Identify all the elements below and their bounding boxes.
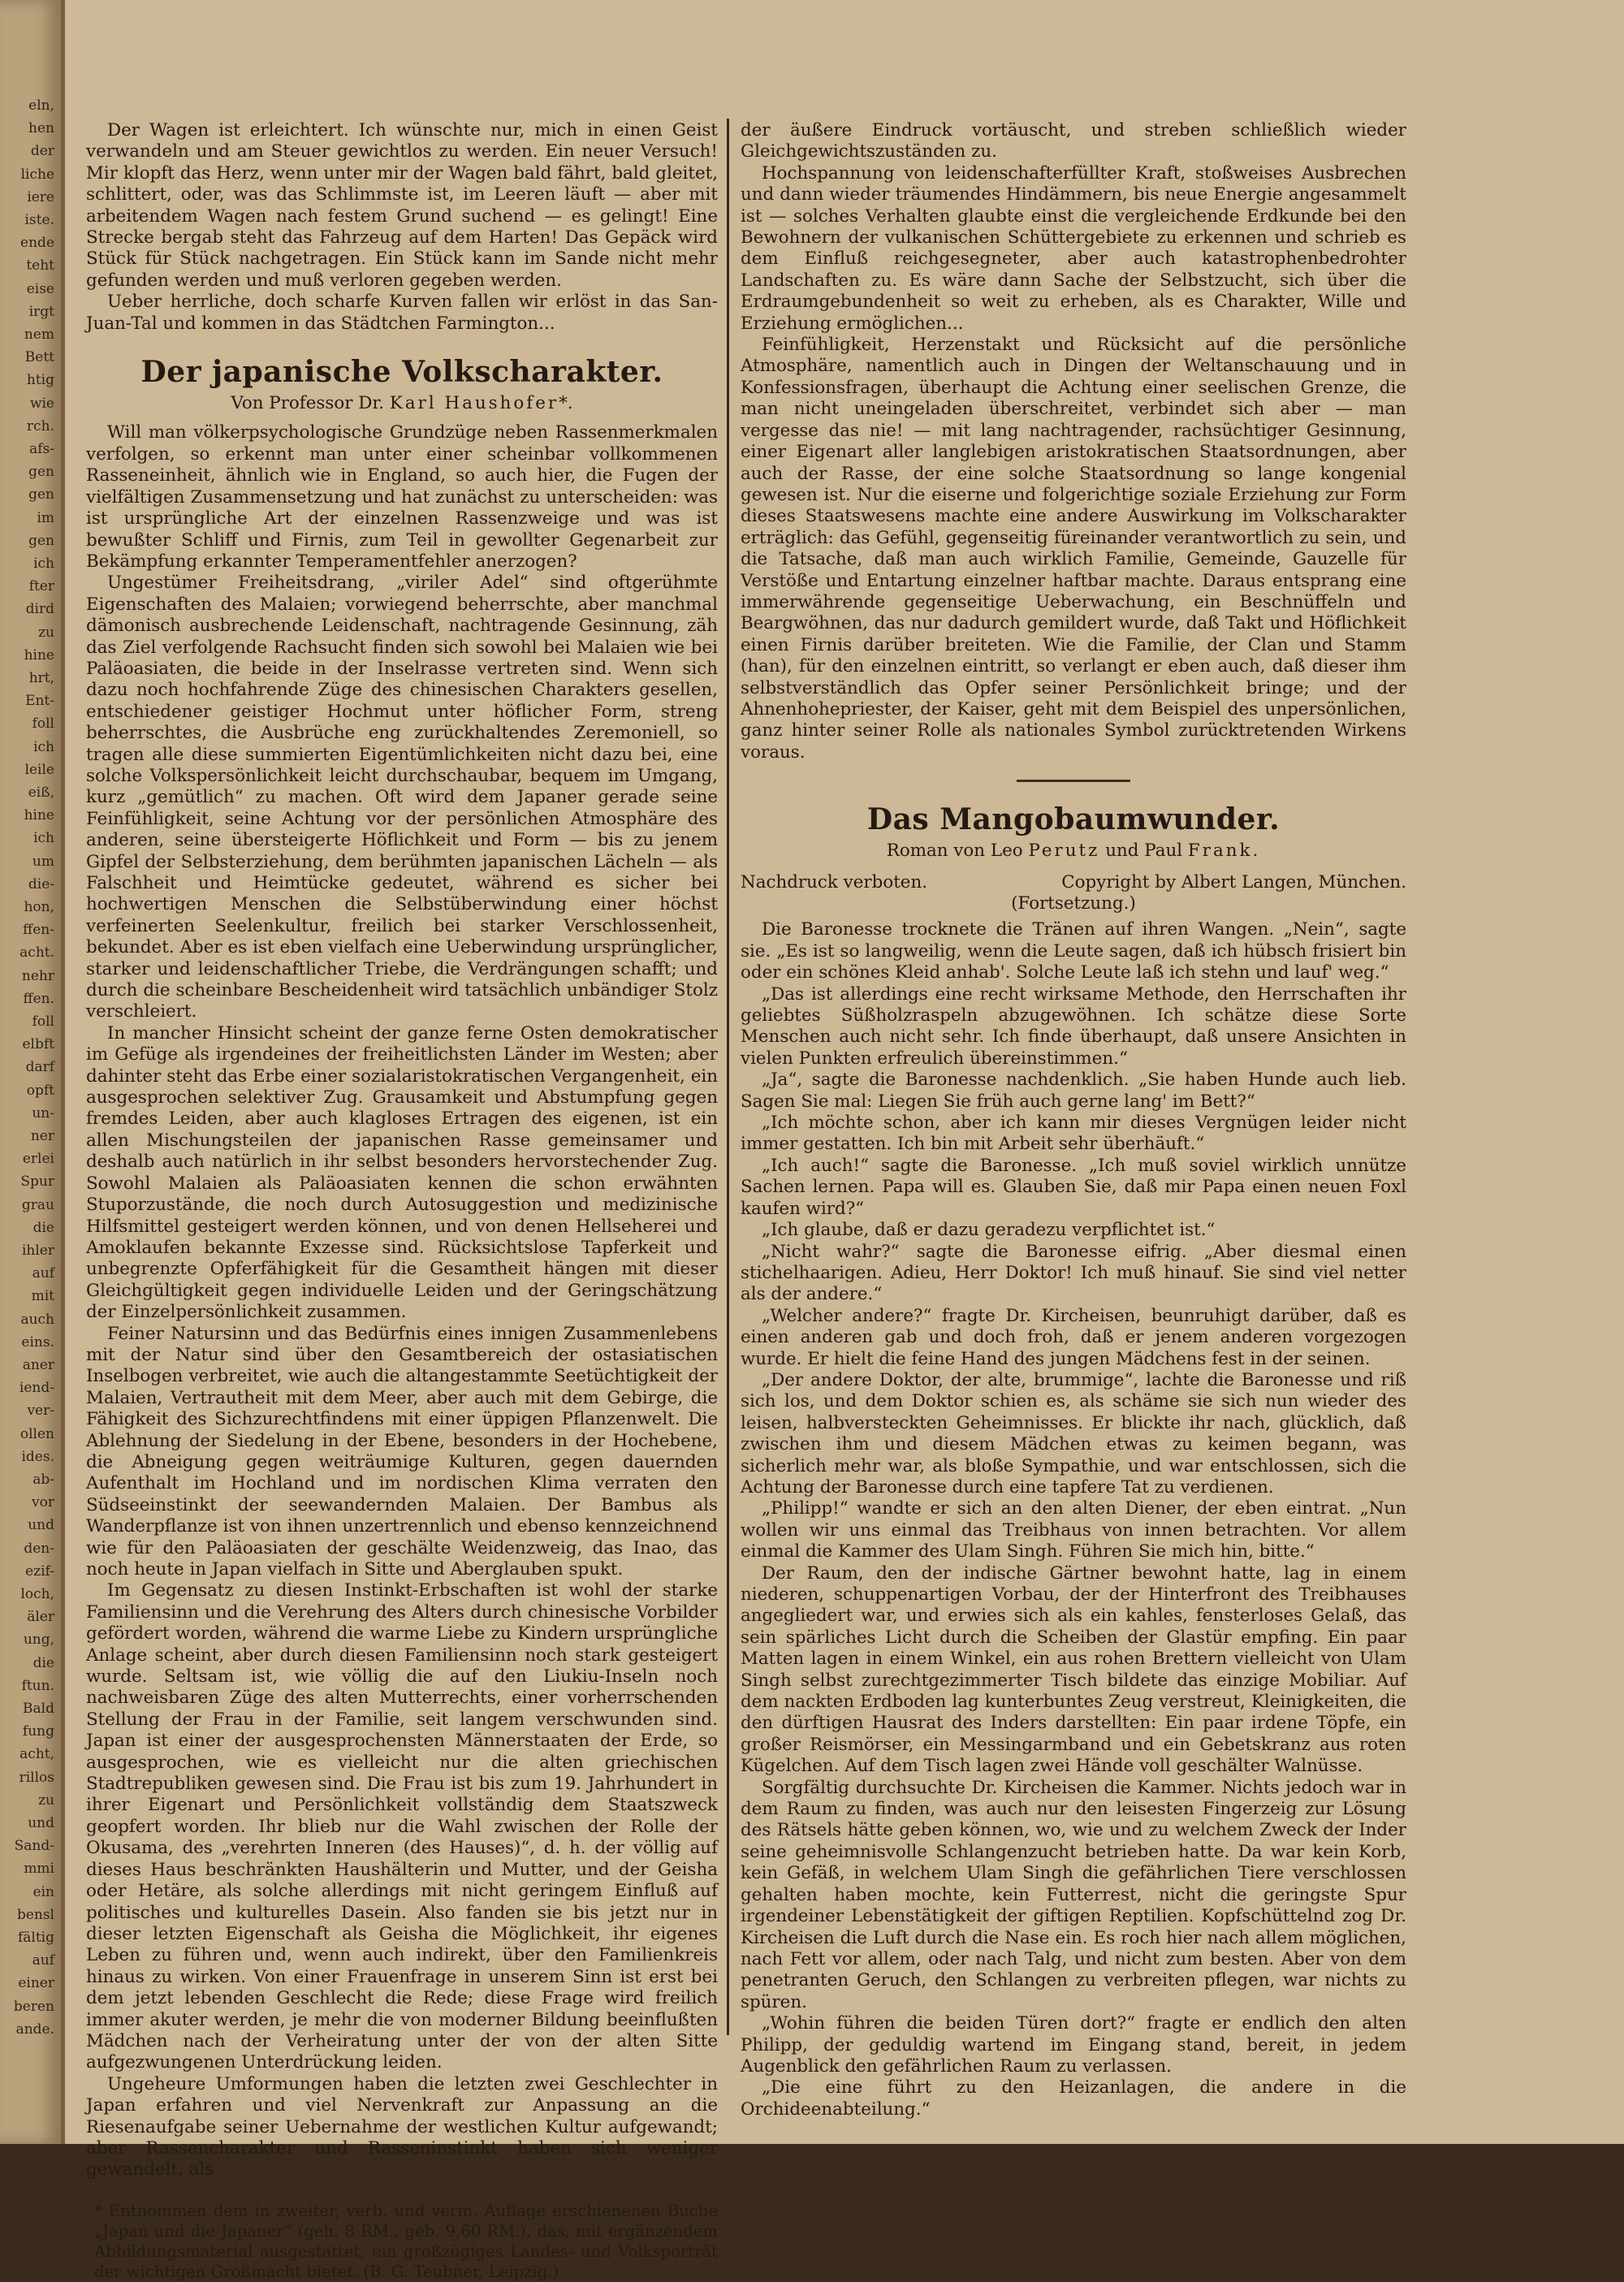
article-title-japanese-character: Der japanische Volkscharakter. — [140, 355, 663, 390]
binding-fragment: ein — [32, 1883, 54, 1900]
paragraph: Hochspannung von leidenschafterfüllter Kraft, stoßweises Ausbrechen und dann wieder träumendes Hindämmern, bis neue Energie angesammelt ist — solches Verhalten glaubte einst die vergleichende Erdkunde bei den Bewohnern der vulkanischen Schüttergebiete zu erkennen und schrieb es dem Einfluß reichgesegneter, aber auch katastrophenbedrohter Landschaften zu. Es wäre dann Sache der Selbstzucht, sich über die Erdraumgebundenheit so weit zu erheben, als es Charakter, Wille und Erziehung ermöglichen... — [741, 162, 1406, 334]
paragraph: Ungeheure Umformungen haben die letzten zwei Geschlechter in Japan erfahren und viel Nervenkraft zur Anpassung an die Riesenaufgabe seiner Uebernahme der westlichen Kultur aufgewandt; aber Rassencharakter und Rasseninstinkt haben sich weniger gewandelt, als — [86, 2073, 718, 2180]
novel-title-mangobaumwunder: Das Mangobaumwunder. — [866, 802, 1281, 837]
travel-article-ending — [86, 120, 718, 335]
novel-author-frank: Frank. — [1187, 841, 1261, 862]
binding-fragment: äler — [27, 1609, 54, 1626]
article-byline: Von Professor Dr. Karl Haushofer*. — [231, 393, 573, 414]
paragraph: „Ich glaube, daß er dazu geradezu verpflichtet ist.“ — [762, 1220, 1216, 1241]
paragraph: „Nicht wahr?“ sagte die Baronesse eifrig. „Aber diesmal einen stichelhaarigen. Adieu, Herr Doktor! Ich muß hinauf. Sie sind viel netter als der andere.“ — [741, 1241, 1406, 1305]
binding-fragment: Spur — [20, 1173, 54, 1191]
binding-fragment: Sand- — [14, 1838, 54, 1855]
binding-fragment: opft — [26, 1082, 54, 1099]
binding-fragment: nem — [24, 326, 54, 343]
binding-fragment: ich — [33, 738, 54, 755]
binding-fragment: bensl — [16, 1906, 54, 1923]
binding-fragment: ende — [20, 235, 54, 252]
binding-fragment: ffen. — [23, 990, 54, 1007]
binding-fragment: ides. — [21, 1448, 54, 1465]
binding-fragment: irgt — [28, 303, 54, 320]
novel-byline: Roman von Leo Perutz und Paul Frank. — [886, 841, 1261, 862]
binding-fragment: htig — [26, 372, 54, 389]
paragraph: Im Gegensatz zu diesen Instinkt-Erbschaften ist wohl der starke Familiensinn und die Verehrung des Alters durch chinesische Vorbilder gefördert worden, während die warme Liebe zu Kindern ursprüngliche Anlage scheint, aber durch diesen Familiensinn noch stark gesteigert wurde. Seltsam ist, wie völlig die auf den Liukiu-Inseln noch nachweisbaren Züge des alten Mutterrechts, einer vorherrschenden Stellung der Frau in der Familie, seit langem verschwunden sind. Japan ist einer der ausgesprochensten Männerstaaten der Erde, so ausgesprochen, wie es vielleicht nur die alten griechischen Stadtrepubliken gewesen sind. Die Frau ist bis zum 19. Jahrhundert in ihrer Eigenart und Persönlichkeit vollständig dem Staatszweck geopfert worden. Ihr blieb nur die Wahl zwischen der Rolle der Okusama, des „verehrten Inneren (des Hauses)“, d. h. der völlig auf dieses Haus beschränkten Haushälterin und Mutter, und der Geisha oder Hetäre, als solche allerdings mit nicht geringem Einfluß auf politisches und kulturelles Dasein. Also fanden sie bis jetzt nur in dieser letzten Eigenschaft als Geisha die Möglichkeit, ihr eigenes Leben zu führen und, wenn auch indirekt, über den Familienkreis hinaus zu wirken. Von einer Frauenfrage in unserem Sinn ist erst bei dem jetzt lebenden Geschlecht die Rede; diese Frage wird freilich immer akuter werden, je mehr die von moderner Bildung beeinflußten Mädchen nach der Verheiratung unter der von der alten Sitte aufgezwungenen Unterdrückung leiden. — [86, 1580, 718, 2073]
binding-fragment: gen — [28, 486, 54, 504]
binding-fragment: mit — [31, 1288, 54, 1305]
binding-fragment: acht. — [19, 944, 54, 962]
binding-fragment: Bald — [23, 1701, 54, 1717]
paragraph: Feinfühligkeit, Herzenstakt und Rücksicht auf die persönliche Atmosphäre, namentlich auch in Dingen der Weltanschauung und in Konfessionsfragen, überhaupt die Achtung einer seelischen Grenze, die man nicht uneingeladen überschreitet, verbindet sich aber — man vergesse das nie! — mit lang nachtragender, rachsüchtiger Gesinnung, einer Eigenart aller langlebigen aristokratischen Staatsordnungen, aber auch der Rasse, der eine solche Staatsordnung so lange kongenial gewesen ist. Nur die eiserne und folgerichtige soziale Erziehung zur Form dieses Staatswesens machte eine andere Auswirkung im Volkscharakter erträglich: das Gefühl, gegenseitig füreinander verantwortlich zu sein, und die Tatsache, daß man auch wirklich Familie, Gemeinde, Gauzelle für Verstöße und Entartung einzelner haftbar machte. Daraus entsprang eine immerwährende gegenseitige Ueberwachung, ein Beschnüffeln und Beargwöhnen, das nur dadurch gemildert wurde, daß Takt und Höflichkeit einen Firnis darüber breiteten. Wie die Familie, der Clan und Stamm (han), für den einzelnen eintritt, so verlangt er eben auch, daß dieser ihm selbstverständlich das Opfer seiner Persönlichkeit bringe; und der Ahnenhohepriester, der Kaiser, geht mit dem Beispiel des unpersönlichen, ganz hinter seiner Rolle als nationales Symbol zurücktretenden Wirkens voraus. — [741, 335, 1406, 763]
binding-fragment: ffen- — [23, 922, 54, 939]
paragraph: „Der andere Doktor, der alte, brummige“, lachte die Baronesse und riß sich los, und dem Doktor schien es, als schäme sie sich nun wieder des leisen, halbversteckten Geheimnisses. Er blickte ihr nach, glücklich, daß zwischen ihm und diesem Mädchen etwas zu keimen begann, was sicherlich mehr war, als bloße Sympathie, und war entschlossen, sich die Achtung der Baronesse durch eine tapfere Tat zu verdienen. — [741, 1369, 1406, 1498]
binding-fragment: fter — [28, 578, 54, 595]
left-column — [86, 120, 718, 2281]
binding-fragment: auf — [32, 1952, 54, 1969]
paragraph: „Das ist allerdings eine recht wirksame Methode, den Herrschaften ihr geliebtes Süßholzraspeln abzugewöhnen. Ich schätze diese Sorte Menschen auch nicht sehr. Ich finde überhaupt, daß unsere Ansichten in vielen Punkten erfreulich übereinstimmen.“ — [741, 983, 1406, 1069]
binding-fragment: acht, — [19, 1746, 54, 1763]
binding-fragment: iere — [27, 188, 54, 205]
binding-fragment: nehr — [21, 967, 54, 984]
paragraph: „Ja“, sagte die Baronesse nachdenklich. „Sie haben Hunde auch lieb. Sagen Sie mal: Liegen Sie früh auch gerne lang' im Bett?“ — [741, 1070, 1406, 1112]
paragraph: „Ich möchte schon, aber ich kann mir dieses Vergnügen leider nicht immer gestatten. Ich bin mit Arbeit sehr überhäuft.“ — [741, 1113, 1406, 1155]
binding-fragment: hine — [24, 646, 54, 663]
binding-fragment: hen — [28, 120, 54, 137]
paragraph: Ueber herrliche, doch scharfe Kurven fallen wir erlöst in das San-Juan-Tal und kommen in das Städtchen Farmington... — [86, 292, 718, 334]
binding-fragment: gen — [28, 464, 54, 481]
continuation-note: (Fortsetzung.) — [1011, 893, 1136, 914]
paragraph: „Ich auch!“ sagte die Baronesse. „Ich muß soviel wirklich unnütze Sachen lernen. Papa will es. Glauben Sie, daß mir Papa einen neuen Foxl kaufen wird?“ — [741, 1155, 1406, 1219]
paragraph: In mancher Hinsicht scheint der ganze ferne Osten demokratischer im Gefüge als irgendeines der freiheitlichsten Länder im Westen; aber dahinter steht das Erbe einer sozialaristokratischen Vergangenheit, ein ausgesprochen selektiver Zug. Grausamkeit und Abstumpfung gegen fremdes Leiden, aber auch klagloses Ertragen des eigenen, ist ein allen Mischungsteilen der japanischen Rasse gemeinsamer und deshalb auch natürlich in ihr selbst besonders hervorstechender Zug. Sowohl Malaien als Paläoasiaten kennen die schon erwähnten Stuporzustände, die noch durch Autosuggestion und medizinische Hilfsmittel gesteigert werden können, und von denen Hellseherei und Amoklaufen bekannte Exzesse sind. Rücksichtslose Tapferkeit und unbegrenzte Opferfähigkeit für die Gesamtheit hängen mit dieser Gleichgültigkeit gegen individuelle Leiden und der Geringschätzung der Einzelpersönlichkeit zusammen. — [86, 1022, 718, 1323]
binding-fragment: ab- — [32, 1472, 54, 1488]
binding-fragment: auch — [20, 1311, 54, 1328]
binding-fragment: afs- — [29, 441, 54, 457]
binding-fragment: die- — [28, 875, 54, 892]
binding-fragment: einer — [18, 1975, 54, 1992]
binding-fragment: iend- — [19, 1380, 54, 1397]
binding-fragment: iste. — [24, 212, 54, 228]
novel-author-perutz: Perutz — [1028, 841, 1100, 862]
paragraph: Ungestümer Freiheitsdrang, „viriler Adel“ sind oftgerühmte Eigenschaften des Malaien; vorwiegend beherrschte, aber manchmal dämonisch ausbrechende Leidenschaft, nachtragende Gesinnung, zäh das Ziel verfolgende Rachsucht finden sich sowohl bei Malaien wie bei Paläoasiaten, die beide in der Inselrasse vertreten sind. Wenn sich dazu noch hochfahrende Züge des chinesischen Charakters gesellen, entschiedener geistiger Hochmut unter höflicher Form, streng beherrschtes, die Ausbrüche eng zurückhaltendes Zeremoniell, so tragen alle diese summierten Eigentümlichkeiten nicht dazu bei, eine solche Volkspersönlichkeit leicht durchschaubar, bequem im Umgang, kurz „gemütlich“ zu machen. Oft wird dem Japaner gerade seine Feinfühligkeit, seine Achtung vor der persönlichen Atmosphäre des anderen, seine übersteigerte Höflichkeit und Form — bis zu jenem Gipfel der Selbsterziehung, dem berühmten japanischen Lächeln — als Falschheit und Heimtücke gedeutet, während es sicher bei hochwertigen Menschen die Selbstüberwindung einer höchst verfeinerten Seelenkultur, freilich bei starker Verschlossenheit, bekundet. Aber es ist eben vielfach eine Ueberwindung ursprünglicher, starker und leidenschaftlicher Triebe, die Verdrängungen schafft; und durch die scheinbare Bescheidenheit wird tatsächlich unbändiger Stolz verschleiert. — [86, 573, 718, 1022]
binding-fragment: gen — [28, 532, 54, 549]
reprint-notice: Nachdruck verboten. — [741, 871, 928, 892]
article-body-right — [741, 120, 1406, 763]
binding-fragment: aner — [22, 1357, 54, 1373]
binding-fragment: foll — [32, 715, 54, 733]
binding-fragment: ollen — [19, 1425, 54, 1442]
binding-fragment: fung — [22, 1723, 54, 1740]
novel-body — [741, 919, 1406, 2120]
binding-fragment: darf — [25, 1059, 54, 1076]
binding-fragment: rch. — [27, 417, 54, 434]
binding-fragment: hine — [24, 807, 54, 824]
paragraph: „Wohin führen die beiden Türen dort?“ fragte er endlich den alten Philipp, der geduldig wartend im Eingang stand, bereit, in jedem Augenblick den gefährlichen Raum zu verlassen. — [741, 2013, 1406, 2077]
binding-fragment: erlei — [22, 1151, 54, 1168]
binding-fragment: ande. — [15, 2021, 54, 2038]
paragraph: Der Wagen ist erleichtert. Ich wünschte nur, mich in einen Geist verwandeln und am Steuer gewichtlos zu werden. Ein neuer Versuch! Mir klopft das Herz, wenn unter mir der Wagen bald fährt, bald gleitet, schlittert, oder, was das Schlimmste ist, im Leeren läuft — aber mit arbeitendem Wagen nach festem Grund suchend — es gelingt! Eine Strecke bergab steht das Fahrzeug auf dem Harten! Das Gepäck wird Stück für Stück nachgetragen. Ein Stück kann im Sande nicht mehr gefunden werden und muß verloren gegeben werden. — [86, 120, 718, 291]
binding-fragment: Bett — [24, 349, 54, 366]
binding-fragment: und — [28, 1517, 54, 1534]
binding-fragment: beren — [13, 1998, 54, 2015]
binding-fragment: hrt, — [28, 670, 54, 686]
binding-fragment: ver- — [27, 1402, 54, 1420]
binding-fragment: foll — [32, 1014, 54, 1030]
binding-fragment: die — [32, 1654, 54, 1671]
binding-fragment: rillos — [19, 1769, 54, 1786]
binding-fragment: ihler — [21, 1243, 54, 1259]
binding-fragment: um — [32, 853, 54, 870]
binding-fragment: dird — [25, 601, 54, 618]
binding-fragment: ezif- — [25, 1562, 54, 1580]
binding-fragment: mmi — [24, 1861, 54, 1878]
binding-fragment: leile — [24, 761, 54, 778]
paragraph: „Philipp!“ wandte er sich an den alten Diener, der eben eintrat. „Nun wollen wir uns einmal das Treibhaus von innen betrachten. Vor allem einmal die Kammer des Ulam Singh. Führen Sie mich hin, bitte.“ — [741, 1498, 1406, 1562]
binding-fragment: eise — [26, 280, 54, 297]
section-divider — [1017, 780, 1130, 782]
binding-fragment: ung, — [23, 1632, 54, 1649]
author-name: Karl Haushofer — [389, 393, 559, 414]
footnote-divider — [86, 2191, 208, 2193]
binding-fragment: eiß, — [28, 784, 54, 801]
binding-fragment: im — [37, 509, 54, 526]
binding-fragment: ich — [33, 830, 54, 847]
binding-fragment: der — [30, 143, 54, 160]
binding-fragment: ftun. — [21, 1677, 54, 1694]
binding-fragment: eins. — [21, 1333, 54, 1351]
paragraph: Will man völkerpsychologische Grundzüge neben Rassenmerkmalen verfolgen, so erkennt man unter einer scheinbar vollkommenen Rasseneinheit, ähnlich wie in England, so auch hier, die Fugen der vielfältigen Zusammensetzung und hat zunächst zu unterscheiden: was ist ursprüngliche Art der einzelnen Rassenzweige und was ist bewußter Schliff und Firnis, zum Teil in gewollter Gegenarbeit zur Bekämpfung erkannter Temperamentfehler anerzogen? — [86, 422, 718, 572]
binding-fragment: ner — [30, 1128, 54, 1144]
binding-fragment: eln, — [28, 97, 54, 114]
binding-fragment: auf — [32, 1265, 54, 1282]
binding-fragment: elbft — [22, 1036, 54, 1053]
binding-fragment: teht — [26, 257, 54, 274]
binding-fragment: hon, — [24, 899, 54, 915]
binding-fragment: wie — [29, 395, 54, 412]
binding-fragment: loch, — [20, 1586, 54, 1602]
column-divider — [727, 119, 729, 2035]
copyright-notice: Copyright by Albert Langen, München. — [1061, 871, 1406, 892]
binding-fragment: vor — [32, 1494, 54, 1511]
paragraph: Feiner Natursinn und das Bedürfnis eines innigen Zusammenlebens mit der Natur sind über den Gesamtbereich der ostasiatischen Inselbogen verbreitet, wie auch die altangestammte Seetüchtigkeit der Malaien, Vertrautheit mit dem Meer, aber auch mit dem Gebirge, die Fähigkeit des Sichzurechtfindens mit einer üppigen Pflanzenwelt. Die Ablehnung der Siedelung in der Ebene, besonders in der Hochebene, die Abneigung gegen weiträumige Kulturen, gegen dauernden Aufenthalt im Hochland und im nordischen Klima verraten den Südseeinstinkt der seewandernden Malaien. Der Bambus als Wanderpflanze ist von ihnen unzertrennlich und ebenso kennzeichnend wie für den Paläoasiaten der geschälte Weidenzweig, das Inao, das noch heute in Japan vielfach in Sitte und Aberglauben spukt. — [86, 1323, 718, 1580]
binding-fragment: Ent- — [25, 693, 54, 710]
paragraph: Der Raum, den der indische Gärtner bewohnt hatte, lag in einem niederen, schuppenartigen Vorbau, der der Hinterfront des Treibhauses angegliedert war, und erwies sich als ein kahles, fensterloses Gelaß, das sein spärliches Licht durch die Scheiben der Glastür empfing. Ein paar Matten lagen in einem Winkel, ein aus rohen Brettern vielleicht von Ulam Singh selbst zurechtgezimmerter Tisch bildete das einzige Mobiliar. Auf dem nackten Erdboden lag kunterbuntes Zeug verstreut, Kleinigkeiten, die den dürftigen Hausrat des Inders darstellten: Ein paar irdene Töpfe, ein großer Reismörser, ein Messingarmband und ein Gebetskranz aus roten Kügelchen. Auf dem Tisch lagen zwei Hände voll geschälter Walnüsse. — [741, 1562, 1406, 1777]
binding-fragment: un- — [32, 1104, 54, 1122]
article-body-left — [86, 422, 718, 2180]
right-column — [741, 120, 1406, 2120]
footnote: * Entnommen dem in zweiter, verb. und verm. Auflage erschienenen Buche „Japan und die Japaner“ (geh. 8 RM., geb. 9,60 RM.), das, mit ergänzendem Abbildungsmaterial ausgestattet, ein großzügiges Landes- und Volksporträt der wichtigen Großmacht bietet. (B. G. Teubner, Leipzig.) — [94, 2201, 718, 2281]
binding-fragment: liche — [20, 166, 54, 183]
copyright-line — [741, 872, 1406, 893]
binding-fragment: und — [28, 1815, 54, 1831]
binding-fragment: fältig — [17, 1930, 54, 1946]
binding-fragment: ich — [33, 555, 54, 572]
binding-fragment: die — [32, 1219, 54, 1236]
binding-fragment: zu — [38, 1791, 54, 1809]
paragraph: „Welcher andere?“ fragte Dr. Kircheisen, beunruhigt darüber, daß es einen anderen gab und doch froh, daß er jenem anderen vorgezogen wurde. Er hielt die feine Hand des jungen Mädchens fest in der seinen. — [741, 1305, 1406, 1369]
binding-fragment: zu — [38, 624, 54, 641]
paragraph: Sorgfältig durchsuchte Dr. Kircheisen die Kammer. Nichts jedoch war in dem Raum zu finden, was auch nur den leisesten Fingerzeig zur Lösung des Rätsels hätte geben können, wo, wie und zu welchem Zweck der Inder seine geheimnisvolle Schlangenzucht betrieben hatte. Da war kein Korb, kein Gefäß, in welchem Ulam Singh die gefährlichen Tiere verschlossen gehalten haben mochte, kein Futterrest, nicht die geringste Spur irgendeiner Lebenstätigkeit der giftigen Reptilien. Kopfschüttelnd zog Dr. Kircheisen die Luft durch die Nase ein. Es roch hier nach allem möglichen, nach Fett vor allem, oder nach Talg, und nicht zum besten. Aber von dem penetranten Geruch, den Schlangen zu verbreiten pflegen, war nichts zu spüren. — [741, 1777, 1406, 2012]
paragraph: der äußere Eindruck vortäuscht, und streben schließlich wieder Gleichgewichtszuständen zu. — [741, 120, 1406, 162]
binding-fragment: grau — [21, 1196, 54, 1213]
paragraph: Die Baronesse trocknete die Tränen auf ihren Wangen. „Nein“, sagte sie. „Es ist so langweilig, wenn die Leute sagen, daß ich hübsch frisiert bin oder ein schönes Kleid anhab'. Solche Leute laß ich stehn und lauf' weg.“ — [741, 919, 1406, 983]
paragraph: „Die eine führt zu den Heizanlagen, die andere in die Orchideenabteilung.“ — [741, 2077, 1406, 2120]
binding-edge-previous-page — [0, 0, 65, 2144]
binding-fragment: den- — [24, 1540, 54, 1557]
